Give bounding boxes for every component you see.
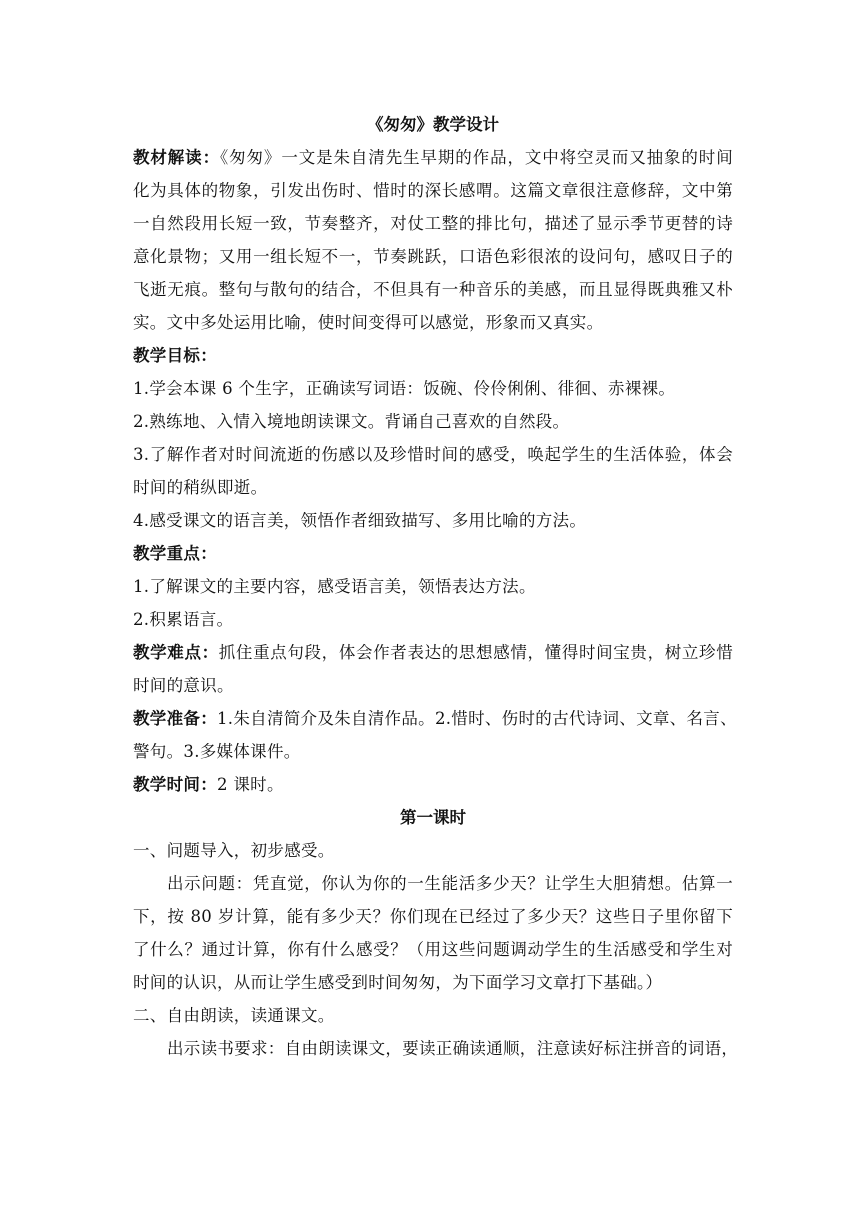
goal-item-2: 2.熟练地、入情入境地朗读课文。背诵自己喜欢的自然段。	[133, 412, 570, 431]
difficulties-text: 抓住重点句段，体会作者表达的思想感情，懂得时间宝贵，树立珍惜	[218, 643, 734, 662]
section2-title: 二、自由朗读，读通课文。	[133, 1006, 335, 1025]
key-point-item-2: 2.积累语言。	[133, 610, 234, 629]
analysis-line-1	[133, 141, 733, 174]
section2-line-1: 出示读书要求：自由朗读课文，要读正确读通顺，注意读好标注拼音的词语，	[167, 1039, 739, 1058]
preparation-line-1	[133, 702, 737, 735]
analysis-label: 教材解读：	[133, 148, 220, 167]
difficulties-line-1	[133, 636, 733, 669]
lesson-heading: 第一课时	[400, 808, 466, 827]
analysis-line-5: 飞逝无痕。整句与散句的结合，不但具有一种音乐的美感，而且显得既典雅又朴	[133, 280, 733, 299]
document-title: 《匆匆》教学设计	[367, 115, 499, 134]
goal-item-3-cont: 时间的稍纵即逝。	[133, 478, 268, 497]
section1-line-3: 了什么？通过计算，你有什么感受？（用这些问题调动学生的生活感受和学生对	[133, 940, 733, 959]
preparation-line-2: 警句。3.多媒体课件。	[133, 742, 301, 761]
analysis-line-2: 化为具体的物象，引发出伤时、惜时的深长感喟。这篇文章很注意修辞，文中第	[133, 181, 733, 200]
preparation-text: 1.朱自清简介及朱自清作品。2.惜时、伤时的古代诗词、文章、名言、	[217, 709, 737, 728]
difficulties-label: 教学难点：	[133, 643, 219, 662]
goals-label: 教学目标：	[133, 346, 217, 365]
analysis-text: 《匆匆》一文是朱自清先生早期的作品，文中将空灵而又抽象的时间	[219, 148, 734, 167]
goal-item-3: 3.了解作者对时间流逝的伤感以及珍惜时间的感受，唤起学生的生活体验，体会	[133, 445, 733, 464]
section1-line-4: 时间的认识，从而让学生感受到时间匆匆，为下面学习文章打下基础。）	[133, 973, 663, 992]
key-points-label: 教学重点：	[133, 544, 217, 563]
section1-line-1: 出示问题：凭直觉，你认为你的一生能活多少天？让学生大胆猜想。估算一	[167, 874, 733, 893]
analysis-line-6: 实。文中多处运用比喻，使时间变得可以感觉，形象而又真实。	[133, 313, 604, 332]
time-line	[133, 768, 733, 801]
difficulties-line-2: 时间的意识。	[133, 676, 234, 695]
key-point-item-1: 1.了解课文的主要内容，感受语言美，领悟表达方法。	[133, 577, 536, 596]
analysis-line-4: 意化景物；又用一组长短不一，节奏跳跃，口语色彩很浓的设问句，感叹日子的	[133, 247, 733, 266]
time-value: 2 课时。	[217, 775, 284, 794]
section1-title: 一、问题导入，初步感受。	[133, 841, 335, 860]
time-label: 教学时间：	[133, 775, 217, 794]
analysis-line-3: 一自然段用长短一致，节奏整齐，对仗工整的排比句，描述了显示季节更替的诗	[133, 214, 733, 233]
section1-line-2: 下，按 80 岁计算，能有多少天？你们现在已经过了多少天？这些日子里你留下	[133, 907, 733, 926]
document-page	[133, 108, 739, 1065]
goal-item-4: 4.感受课文的语言美，领悟作者细致描写、多用比喻的方法。	[133, 511, 587, 530]
preparation-label: 教学准备：	[133, 709, 217, 728]
goal-item-1: 1.学会本课 6 个生字，正确读写词语：饭碗、伶伶俐俐、徘徊、赤裸裸。	[133, 379, 676, 398]
